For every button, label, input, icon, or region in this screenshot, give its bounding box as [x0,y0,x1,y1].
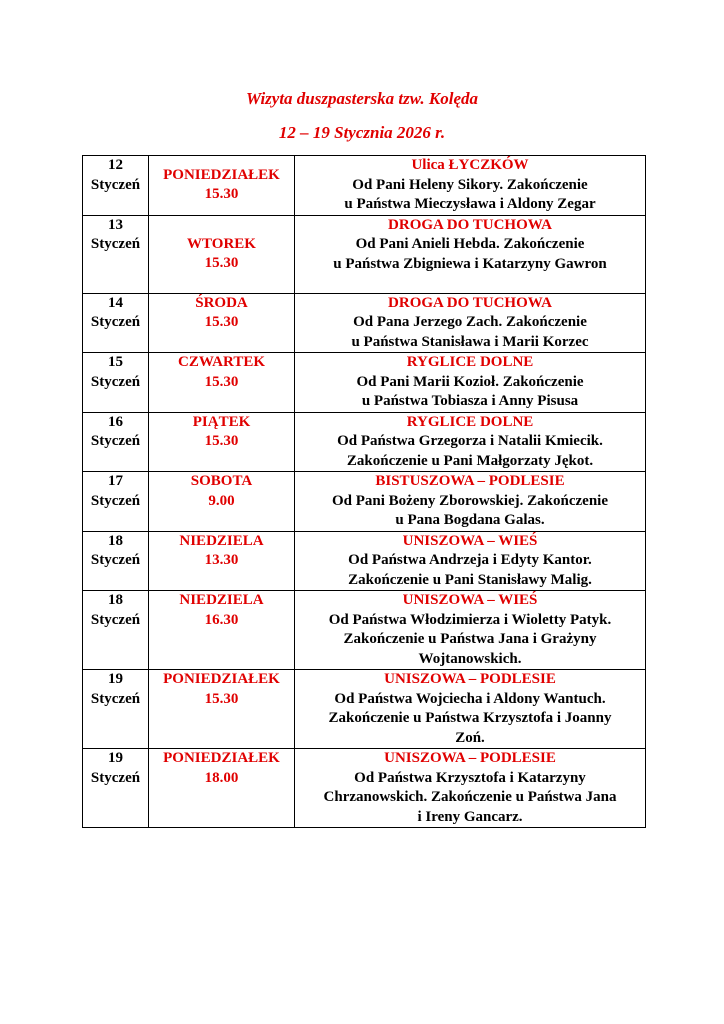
table-row [83,412,646,472]
day-number: 15 [108,354,123,370]
day-number: 19 [108,671,123,687]
table-row [83,293,646,353]
detail-line: Od Państwa Wojciecha i Aldony Wantuch. [334,690,606,707]
date-cell [83,670,149,749]
detail-line: Zoń. [455,729,485,746]
weekday-cell [149,749,295,828]
month-name: Styczeń [90,690,141,707]
page-title: Wizyta duszpasterska tzw. Kolęda [245,89,479,108]
date-cell [83,591,149,670]
location: RYGLICE DOLNE [406,354,534,370]
day-number: 19 [108,750,123,766]
day-number: 13 [108,216,123,233]
start-time: 9.00 [208,492,235,509]
detail-line: Od Państwa Włodzimierza i Wioletty Patyk. [328,611,612,628]
description-cell [295,591,646,670]
date-cell [83,156,149,216]
start-time: 15.30 [204,373,239,390]
detail-line: Od Państwa Krzysztofa i Katarzyny [354,769,586,786]
month-name: Styczeń [90,373,141,390]
detail-line: u Państwa Zbigniewa i Katarzyny Gawron [333,255,607,272]
detail-line: Zakończenie u Pani Małgorzaty Jękot. [346,452,594,469]
description-cell [295,293,646,353]
weekday-cell [149,472,295,532]
month-name: Styczeń [90,433,141,449]
weekday: PONIEDZIAŁEK [163,750,280,766]
day-number: 14 [108,294,123,311]
weekday: PONIEDZIAŁEK [163,166,280,183]
description-cell [295,749,646,828]
table-row [83,215,646,293]
detail-line: u Państwa Tobiasza i Anny Pisusa [361,393,579,409]
description-cell [295,156,646,216]
location: UNISZOWA – WIEŚ [402,592,538,608]
description-cell [295,472,646,532]
day-number: 18 [108,532,123,549]
weekday: CZWARTEK [178,354,265,370]
location: UNISZOWA – PODLESIE [384,671,556,687]
month-name: Styczeń [90,314,141,330]
weekday: SOBOTA [190,473,253,489]
detail-line: u Państwa Mieczysława i Aldony Zegar [344,196,596,212]
start-time: 15.30 [204,690,239,707]
detail-line: Zakończenie u Państwa Jana i Grażyny [343,631,597,647]
weekday-cell [149,412,295,472]
detail-line: Chrzanowskich. Zakończenie u Państwa Jana [323,789,617,805]
table-row [83,472,646,532]
date-cell [83,412,149,472]
weekday: PIĄTEK [192,413,251,430]
detail-line: Od Państwa Grzegorza i Natalii Kmiecik. [337,433,603,449]
day-number: 18 [108,592,123,608]
detail-line: Zakończenie u Państwa Krzysztofa i Joanny [328,710,612,726]
detail-line: Od Pani Bożeny Zborowskiej. Zakończenie [332,492,608,509]
start-time: 16.30 [204,611,239,628]
weekday: PONIEDZIAŁEK [163,671,280,687]
start-time: 15.30 [204,433,239,449]
date-cell [83,472,149,532]
start-time: 13.30 [204,552,239,568]
weekday: ŚRODA [195,294,248,311]
table-row [83,531,646,591]
weekday: NIEDZIELA [179,532,264,549]
date-cell [83,293,149,353]
month-name: Styczeń [90,611,141,628]
start-time: 15.30 [204,314,239,330]
weekday-cell [149,670,295,749]
description-cell [295,412,646,472]
date-range: 12 – 19 Stycznia 2026 r. [278,123,446,142]
day-number: 16 [108,413,123,430]
month-name: Styczeń [90,552,141,568]
detail-line: Zakończenie u Pani Stanisławy Malig. [348,571,592,588]
visit-schedule-table [82,155,646,828]
weekday-cell [149,353,295,413]
weekday-cell [149,156,295,216]
detail-line: u Państwa Stanisława i Marii Korzec [351,333,589,350]
start-time: 15.30 [204,186,239,203]
table-row [83,591,646,670]
location: UNISZOWA – PODLESIE [384,750,556,766]
date-cell [83,215,149,293]
detail-line: Od Pani Marii Kozioł. Zakończenie [356,373,584,390]
month-name: Styczeń [90,769,141,786]
table-row [83,353,646,413]
weekday: WTOREK [187,235,256,252]
location: DROGA DO TUCHOWA [388,216,552,233]
location: DROGA DO TUCHOWA [388,294,552,311]
location: BISTUSZOWA – PODLESIE [375,473,565,489]
weekday-cell [149,215,295,293]
description-cell [295,353,646,413]
weekday-cell [149,531,295,591]
location: Ulica ŁYCZKÓW [411,157,529,173]
date-cell [83,353,149,413]
weekday: NIEDZIELA [179,592,264,608]
detail-line: Od Pana Jerzego Zach. Zakończenie [353,314,587,330]
detail-line: i Ireny Gancarz. [417,808,523,825]
month-name: Styczeń [90,176,141,193]
description-cell [295,215,646,293]
date-cell [83,531,149,591]
day-number: 12 [108,157,123,173]
weekday-cell [149,591,295,670]
detail-line: Wojtanowskich. [418,650,522,667]
table-row [83,156,646,216]
detail-line: Od Pani Heleny Sikory. Zakończenie [352,176,588,193]
start-time: 18.00 [204,769,239,786]
table-row [83,749,646,828]
detail-line: u Pana Bogdana Galas. [395,512,545,528]
month-name: Styczeń [90,236,141,252]
detail-line: Od Pani Anieli Hebda. Zakończenie [355,236,585,252]
weekday-cell [149,293,295,353]
start-time: 15.30 [204,255,239,271]
description-cell [295,670,646,749]
detail-line: Od Państwa Andrzeja i Edyty Kantor. [348,552,592,568]
date-cell [83,749,149,828]
location: UNISZOWA – WIEŚ [402,532,538,549]
description-cell [295,531,646,591]
month-name: Styczeń [90,492,141,509]
day-number: 17 [108,473,123,489]
location: RYGLICE DOLNE [406,413,534,430]
table-row [83,670,646,749]
